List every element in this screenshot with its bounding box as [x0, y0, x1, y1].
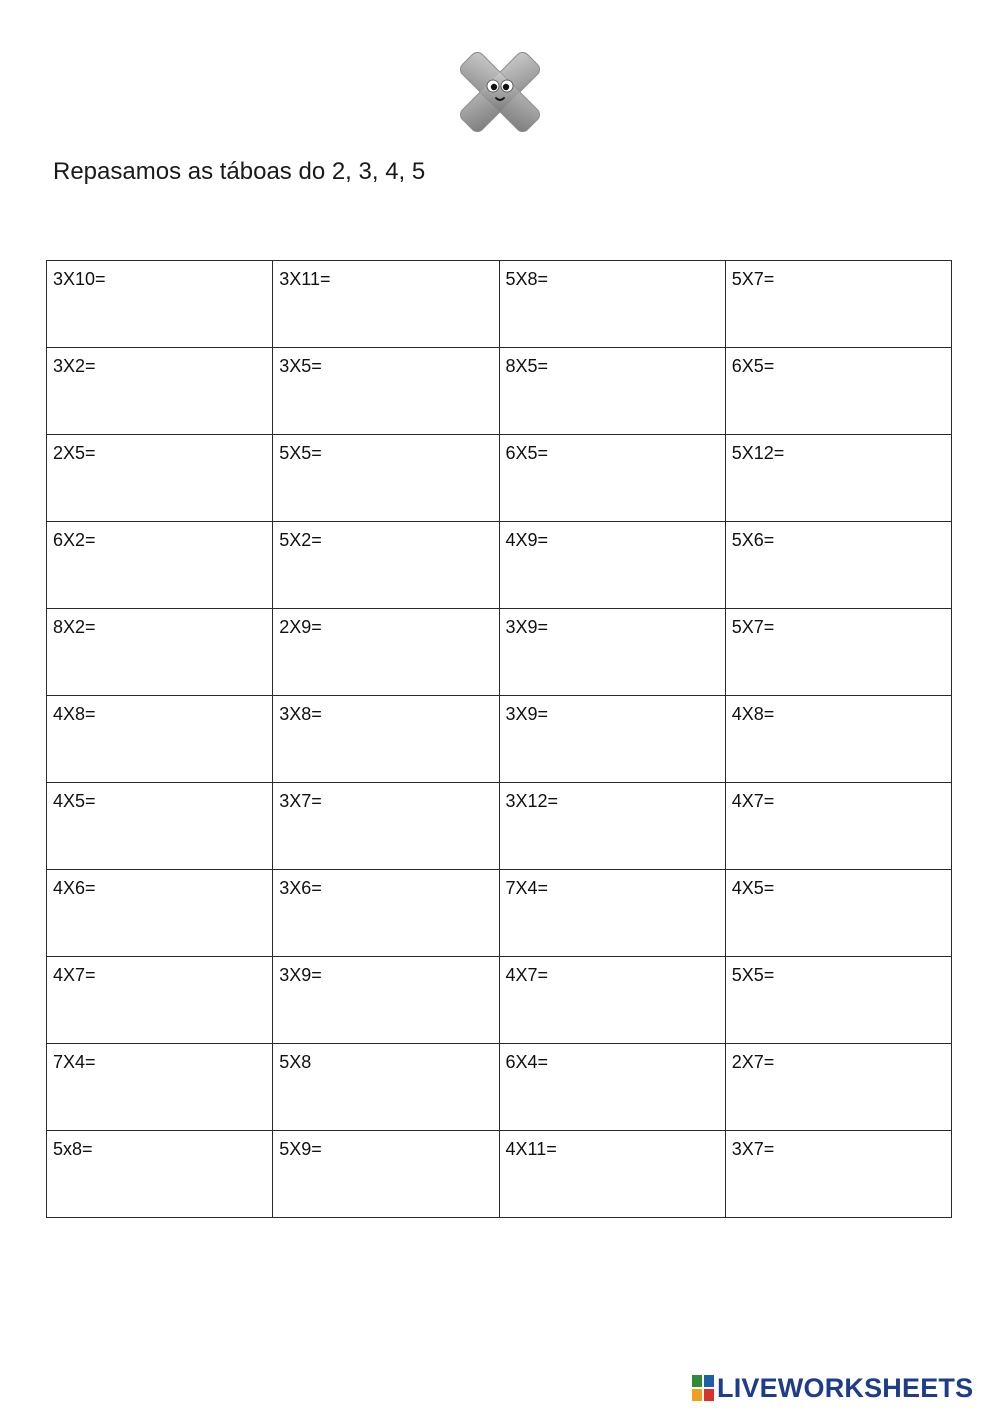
problem-cell	[47, 522, 273, 609]
problem-text: 6X5=	[731, 356, 775, 376]
problem-text: 3X5=	[279, 356, 322, 376]
answer-input[interactable]	[279, 558, 483, 600]
problem-text: 5X6=	[731, 530, 775, 550]
answer-input[interactable]	[279, 732, 483, 774]
problem-text: 5X8	[279, 1052, 312, 1072]
table-row	[47, 1044, 952, 1131]
multiplication-x-mascot-icon	[452, 44, 548, 140]
answer-input[interactable]	[732, 906, 936, 948]
problem-cell	[725, 261, 951, 348]
problem-cell	[273, 783, 499, 870]
answer-input[interactable]	[506, 558, 710, 600]
answer-input[interactable]	[506, 819, 710, 861]
problem-text: 4X8=	[53, 704, 96, 724]
answer-input[interactable]	[53, 819, 257, 861]
problem-cell	[499, 1044, 725, 1131]
problem-text: 5X8=	[505, 269, 549, 289]
problem-text: 5X5=	[731, 965, 775, 985]
problem-text: 5X7=	[731, 617, 775, 637]
problem-text: 3X11=	[279, 269, 331, 289]
problem-cell	[47, 870, 273, 957]
problem-cell	[499, 870, 725, 957]
problem-cell	[725, 957, 951, 1044]
problem-text: 2X7=	[731, 1052, 775, 1072]
answer-input[interactable]	[506, 1080, 710, 1122]
brand-name: LIVEWORKSHEETS	[717, 1372, 974, 1403]
problem-text: 3X9=	[505, 617, 549, 637]
worksheet-title: Repasamos as táboas do 2, 3, 4, 5	[53, 158, 426, 185]
answer-input[interactable]	[53, 645, 257, 687]
problem-cell	[273, 1131, 499, 1218]
problem-cell	[725, 435, 951, 522]
problem-cell	[725, 609, 951, 696]
problem-cell	[273, 522, 499, 609]
answer-input[interactable]	[506, 732, 710, 774]
table-row	[47, 870, 952, 957]
problem-text: 6X4=	[505, 1052, 549, 1072]
answer-input[interactable]	[53, 906, 257, 948]
problem-text: 3X6=	[279, 878, 322, 898]
problem-cell	[725, 522, 951, 609]
problem-cell	[47, 348, 273, 435]
table-row	[47, 261, 952, 348]
problem-cell	[273, 696, 499, 783]
problem-cell	[47, 1044, 273, 1131]
answer-input[interactable]	[506, 297, 710, 339]
answer-input[interactable]	[732, 384, 936, 426]
answer-input[interactable]	[506, 993, 710, 1035]
answer-input[interactable]	[53, 471, 257, 513]
problem-cell	[47, 435, 273, 522]
problem-text: 3X7=	[279, 791, 322, 811]
problem-text: 8X2=	[53, 617, 96, 637]
answer-input[interactable]	[53, 1080, 257, 1122]
problem-cell	[725, 783, 951, 870]
problem-cell	[47, 696, 273, 783]
answer-input[interactable]	[732, 1167, 936, 1209]
answer-input[interactable]	[53, 297, 257, 339]
problem-cell	[499, 957, 725, 1044]
problem-cell	[273, 435, 499, 522]
problem-cell	[273, 870, 499, 957]
problem-text: 2X5=	[53, 443, 96, 463]
problem-text: 7X4=	[505, 878, 549, 898]
answer-input[interactable]	[279, 645, 483, 687]
answer-input[interactable]	[506, 384, 710, 426]
problem-cell	[273, 957, 499, 1044]
table-row	[47, 696, 952, 783]
problem-cell	[499, 435, 725, 522]
problem-text: 6X5=	[505, 443, 549, 463]
problem-cell	[499, 261, 725, 348]
answer-input[interactable]	[279, 297, 483, 339]
problem-cell	[499, 522, 725, 609]
answer-input[interactable]	[506, 471, 710, 513]
problem-text: 3X2=	[53, 356, 96, 376]
problem-cell	[725, 1044, 951, 1131]
answer-input[interactable]	[279, 471, 483, 513]
answer-input[interactable]	[53, 1167, 257, 1209]
answer-input[interactable]	[53, 993, 257, 1035]
table-row	[47, 522, 952, 609]
problem-text: 3X8=	[279, 704, 322, 724]
problem-cell	[499, 1131, 725, 1218]
problem-text: 5X5=	[279, 443, 322, 463]
table-row	[47, 1131, 952, 1218]
problem-text: 4X6=	[53, 878, 96, 898]
answer-input[interactable]	[506, 1167, 710, 1209]
table-row	[47, 957, 952, 1044]
problem-text: 5x8=	[53, 1139, 93, 1159]
answer-input[interactable]	[53, 384, 257, 426]
problem-text: 7X4=	[53, 1052, 96, 1072]
problem-cell	[499, 783, 725, 870]
table-row	[47, 783, 952, 870]
answer-input[interactable]	[279, 384, 483, 426]
answer-input[interactable]	[279, 1167, 483, 1209]
answer-input[interactable]	[732, 558, 936, 600]
problem-cell	[47, 957, 273, 1044]
problem-cell	[47, 609, 273, 696]
answer-input[interactable]	[506, 645, 710, 687]
problem-cell	[499, 609, 725, 696]
problem-text: 6X2=	[53, 530, 96, 550]
problem-cell	[499, 696, 725, 783]
problem-cell	[47, 261, 273, 348]
answer-input[interactable]	[732, 819, 936, 861]
problem-text: 8X5=	[505, 356, 549, 376]
problem-text: 5X9=	[279, 1139, 322, 1159]
table-row	[47, 348, 952, 435]
answer-input[interactable]	[732, 1080, 936, 1122]
problem-text: 4X8=	[731, 704, 775, 724]
problem-text: 4X11=	[505, 1139, 557, 1159]
problem-cell	[273, 261, 499, 348]
answer-input[interactable]	[732, 732, 936, 774]
answer-input[interactable]	[53, 558, 257, 600]
problem-text: 3X12=	[505, 791, 559, 811]
multiplication-table	[46, 260, 952, 1218]
problem-text: 3X9=	[505, 704, 549, 724]
problem-cell	[47, 783, 273, 870]
problem-text: 4X7=	[731, 791, 775, 811]
problem-text: 3X10=	[53, 269, 106, 289]
problem-cell	[273, 348, 499, 435]
problem-cell	[273, 1044, 499, 1131]
problem-text: 4X7=	[505, 965, 549, 985]
problem-text: 4X7=	[53, 965, 96, 985]
problem-text: 5X7=	[731, 269, 775, 289]
problem-text: 4X5=	[53, 791, 96, 811]
problem-text: 5X2=	[279, 530, 322, 550]
answer-input[interactable]	[279, 1080, 483, 1122]
problem-cell	[725, 696, 951, 783]
table-row	[47, 435, 952, 522]
problem-text: 4X9=	[505, 530, 549, 550]
answer-input[interactable]	[732, 645, 936, 687]
problem-cell	[47, 1131, 273, 1218]
answer-input[interactable]	[279, 819, 483, 861]
problem-text: 4X5=	[731, 878, 775, 898]
table-row	[47, 609, 952, 696]
problem-cell	[725, 870, 951, 957]
problem-text: 2X9=	[279, 617, 322, 637]
brand-footer	[692, 1372, 973, 1404]
problem-cell	[273, 609, 499, 696]
answer-input[interactable]	[732, 297, 936, 339]
answer-input[interactable]	[506, 906, 710, 948]
liveworksheets-logo-icon	[692, 1375, 714, 1401]
problem-text: 3X9=	[279, 965, 322, 985]
answer-input[interactable]	[732, 993, 936, 1035]
problem-cell	[499, 348, 725, 435]
problem-text: 5X12=	[731, 443, 785, 463]
answer-input[interactable]	[279, 906, 483, 948]
answer-input[interactable]	[53, 732, 257, 774]
problem-text: 3X7=	[731, 1139, 775, 1159]
problem-cell	[725, 348, 951, 435]
answer-input[interactable]	[279, 993, 483, 1035]
problem-cell	[725, 1131, 951, 1218]
answer-input[interactable]	[732, 471, 936, 513]
